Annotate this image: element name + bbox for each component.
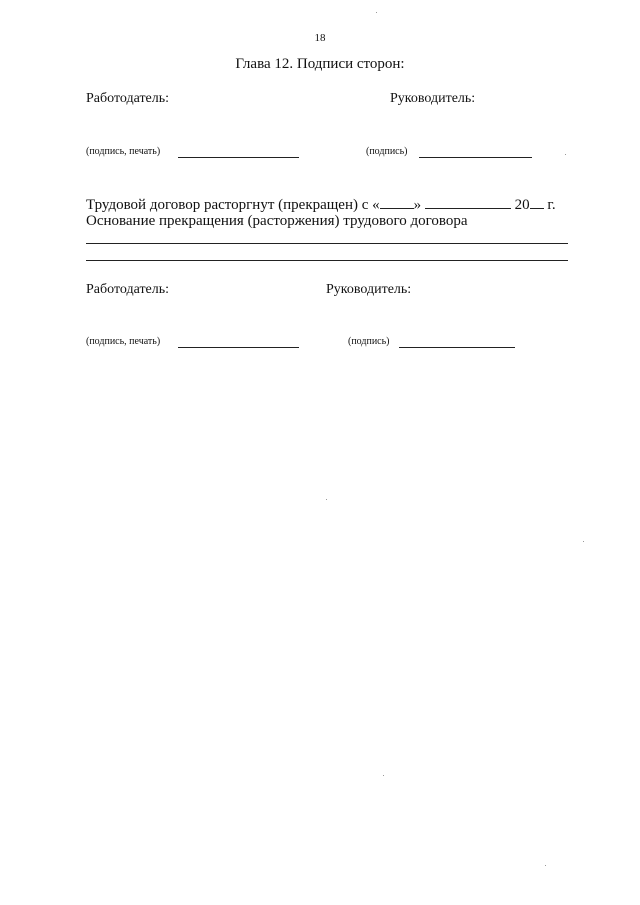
termination-day-blank[interactable] [380, 196, 414, 209]
termination-month-blank[interactable] [425, 196, 511, 209]
scan-speck [376, 12, 377, 13]
employer-signature-line-2[interactable] [178, 347, 299, 348]
termination-basis-line-2[interactable] [86, 260, 568, 261]
scan-speck [383, 775, 384, 776]
termination-year-blank[interactable] [530, 196, 544, 209]
termination-date-line [86, 196, 556, 214]
termination-basis-line-1[interactable] [86, 243, 568, 244]
head-signature-caption-2: (подпись) [348, 336, 390, 347]
scan-speck [565, 154, 566, 155]
termination-year-prefix: 20 [514, 197, 530, 213]
scan-speck [583, 541, 584, 542]
termination-year-suffix: г. [547, 197, 556, 213]
termination-quote-close: » [413, 197, 422, 213]
head-signature-caption: (подпись) [366, 146, 408, 157]
head-signature-line[interactable] [419, 157, 532, 158]
termination-basis-label: Основание прекращения (расторжения) трудового договора [86, 213, 468, 229]
chapter-title: Глава 12. Подписи сторон: [235, 56, 405, 72]
termination-prefix: Трудовой договор расторгнут (прекращен) с « [86, 197, 380, 213]
scan-speck [326, 499, 327, 500]
employer-signature-caption-2: (подпись, печать) [86, 336, 161, 347]
head-label-2: Руководитель: [326, 282, 412, 297]
employer-signature-caption: (подпись, печать) [86, 146, 161, 157]
employer-signature-line[interactable] [178, 157, 299, 158]
scan-speck [545, 865, 546, 866]
page-number: 18 [314, 32, 326, 44]
head-signature-line-2[interactable] [399, 347, 515, 348]
employer-label-2: Работодатель: [86, 282, 170, 297]
employer-label: Работодатель: [86, 91, 170, 106]
head-label: Руководитель: [390, 91, 476, 106]
